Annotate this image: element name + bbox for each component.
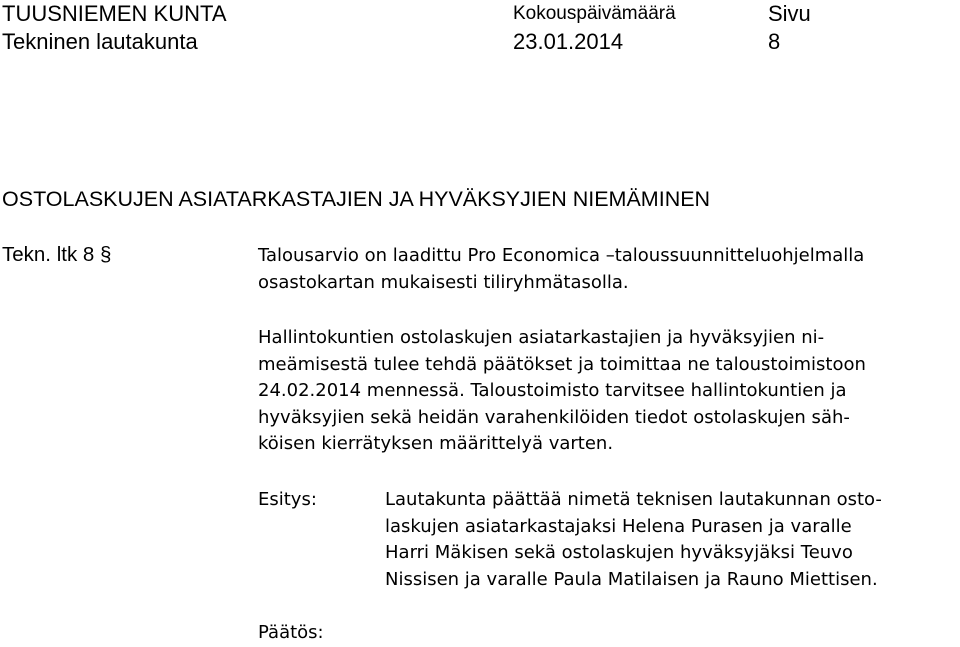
paragraph-line: 24.02.2014 mennessä. Taloustoimisto tarvitsee hallintokuntien ja [258,380,847,402]
section-title: OSTOLASKUJEN ASIATARKASTAJIEN JA HYVÄKSYJIEN NIEMÄMINEN [2,187,711,211]
paragraph-line: Talousarvio on laadittu Pro Economica –taloussuunnitteluohjelmalla [258,245,865,266]
organization-name: TUUSNIEMEN KUNTA [2,1,227,26]
meeting-date: 23.01.2014 [513,29,624,54]
proposal-label: Esitys: [258,489,317,510]
meeting-date-label: Kokouspäivämäärä [513,3,676,24]
paragraph-line: hyväksyjien sekä heidän varahenkilöiden tiedot ostolaskujen säh- [258,406,850,428]
page-number: 8 [768,29,781,54]
paragraph-line: osastokartan mukaisesti tiliryhmätasolla. [258,271,629,293]
proposal-line: Harri Mäkisen sekä ostolaskujen hyväksyjäksi Teuvo [385,542,853,564]
paragraph-line: köisen kierrätyksen määrittelyä varten. [258,433,614,455]
page-label: Sivu [768,1,811,26]
proposal-line: laskujen asiatarkastajaksi Helena Purasen ja varalle [385,515,852,537]
proposal-line: Lautakunta päättää nimetä teknisen lautakunnan osto- [385,489,882,510]
paragraph-approvers [258,325,866,458]
proposal-line: Nissisen ja varalle Paula Matilaisen ja Rauno Miettisen. [385,568,878,590]
paragraph-line: meämisestä tulee tehdä päätökset ja toimittaa ne taloustoimistoon [258,353,866,375]
section-reference: Tekn. ltk 8 § [2,243,112,266]
board-name: Tekninen lautakunta [2,29,198,54]
paragraph-budget [258,243,864,296]
paragraph-line: Hallintokuntien ostolaskujen asiatarkastajien ja hyväksyjien ni- [258,327,825,348]
decision-label: Päätös: [258,622,324,643]
proposal-text [385,487,882,593]
